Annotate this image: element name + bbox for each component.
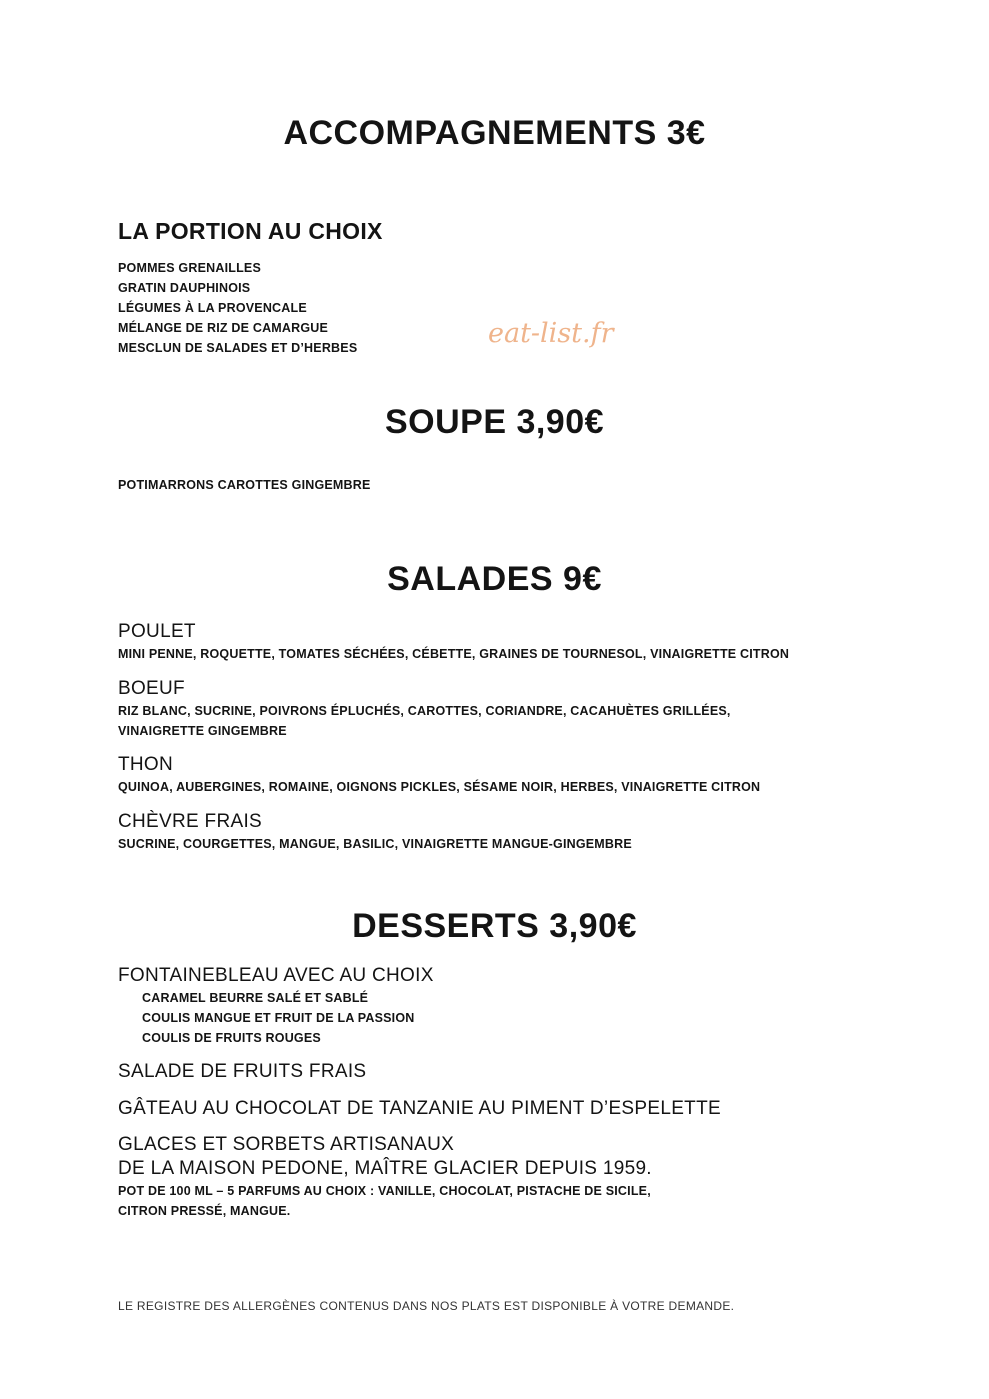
allergen-footer: LE REGISTRE DES ALLERGÈNES CONTENUS DANS NOS PLATS EST DISPONIBLE À VOTRE DEMANDE.: [118, 1299, 735, 1313]
salade-desc-boeuf-2: VINAIGRETTE GINGEMBRE: [118, 724, 287, 738]
accompagnement-item: POMMES GRENAILLES: [118, 261, 261, 275]
fontainebleau-option: COULIS DE FRUITS ROUGES: [142, 1031, 321, 1045]
salade-name-chevre: CHÈVRE FRAIS: [118, 811, 263, 832]
portion-subtitle: LA PORTION AU CHOIX: [118, 218, 383, 244]
salade-name-boeuf: BOEUF: [118, 678, 185, 699]
dessert-gateau: GÂTEAU AU CHOCOLAT DE TANZANIE AU PIMENT D’ESPELETTE: [118, 1098, 721, 1119]
dessert-fontainebleau: FONTAINEBLEAU AVEC AU CHOIX: [118, 965, 434, 986]
watermark-text: eat-list.fr: [488, 318, 614, 349]
desserts-title: DESSERTS 3,90€: [352, 907, 637, 945]
accompagnement-item: GRATIN DAUPHINOIS: [118, 281, 251, 295]
salade-name-poulet: POULET: [118, 621, 196, 642]
salade-desc-thon: QUINOA, AUBERGINES, ROMAINE, OIGNONS PICKLES, SÉSAME NOIR, HERBES, VINAIGRETTE CITRON: [118, 780, 761, 794]
dessert-glaces-line1: GLACES ET SORBETS ARTISANAUX: [118, 1134, 455, 1155]
accompagnement-item: MÉLANGE DE RIZ DE CAMARGUE: [118, 321, 329, 335]
soupe-item: POTIMARRONS CAROTTES GINGEMBRE: [118, 478, 371, 492]
accompagnement-item: LÉGUMES À LA PROVENCALE: [118, 301, 307, 315]
accompagnements-title: ACCOMPAGNEMENTS 3€: [283, 114, 706, 152]
soupe-title: SOUPE 3,90€: [384, 403, 605, 441]
salade-desc-boeuf: RIZ BLANC, SUCRINE, POIVRONS ÉPLUCHÉS, CAROTTES, CORIANDRE, CACAHUÈTES GRILLÉES,: [118, 704, 731, 718]
fontainebleau-option: COULIS MANGUE ET FRUIT DE LA PASSION: [142, 1011, 415, 1025]
salade-name-thon: THON: [118, 754, 174, 775]
accompagnement-item: MESCLUN DE SALADES ET D’HERBES: [118, 341, 358, 355]
dessert-salade-fruits: SALADE DE FRUITS FRAIS: [118, 1061, 367, 1082]
salade-desc-poulet: MINI PENNE, ROQUETTE, TOMATES SÉCHÉES, CÉBETTE, GRAINES DE TOURNESOL, VINAIGRETTE CITRON: [118, 647, 790, 661]
salades-title: SALADES 9€: [387, 560, 602, 598]
fontainebleau-option: CARAMEL BEURRE SALÉ ET SABLÉ: [142, 991, 369, 1005]
glaces-desc-line2: CITRON PRESSÉ, MANGUE.: [118, 1204, 291, 1218]
glaces-desc-line1: POT DE 100 ML – 5 PARFUMS AU CHOIX : VANILLE, CHOCOLAT, PISTACHE DE SICILE,: [118, 1184, 651, 1198]
salade-desc-chevre: SUCRINE, COURGETTES, MANGUE, BASILIC, VINAIGRETTE MANGUE-GINGEMBRE: [118, 837, 632, 851]
dessert-glaces-line2: DE LA MAISON PEDONE, MAÎTRE GLACIER DEPUIS 1959.: [118, 1158, 652, 1179]
